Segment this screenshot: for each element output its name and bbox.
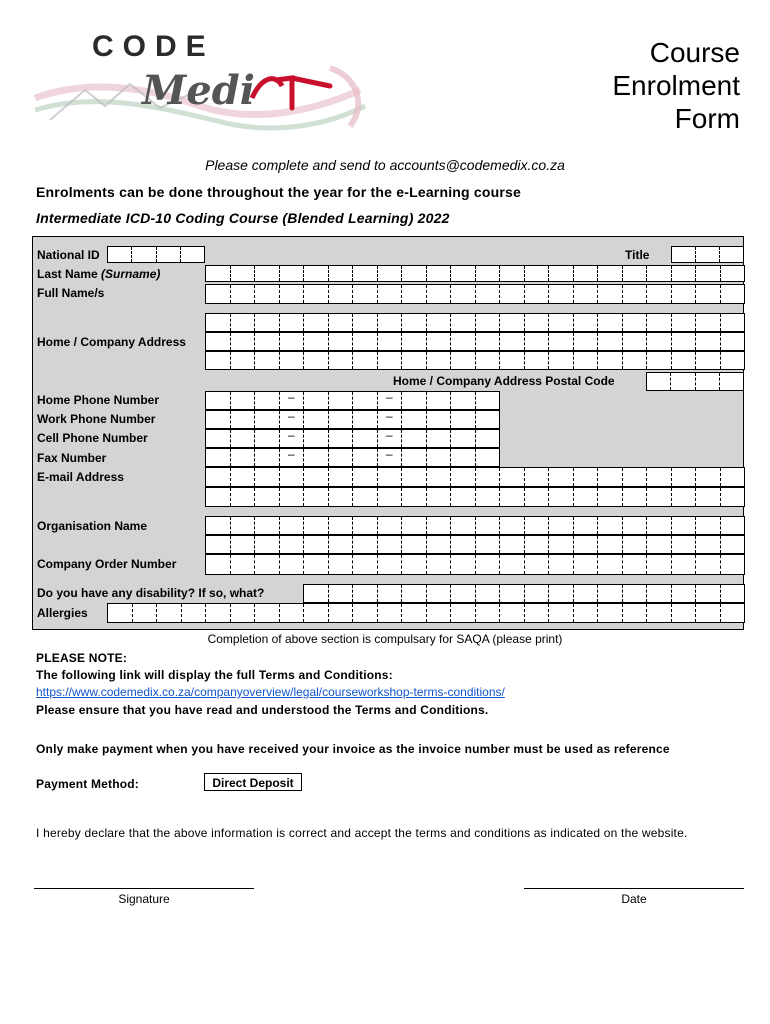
signature-line[interactable] — [34, 888, 254, 889]
national-id-label: National ID — [37, 248, 100, 262]
address-label: Home / Company Address — [37, 335, 186, 349]
allergies-input[interactable] — [107, 603, 745, 623]
home-phone-label: Home Phone Number — [37, 393, 160, 407]
last-name-label: Last Name (Surname) — [37, 267, 161, 281]
organisation-line-2[interactable] — [205, 535, 745, 554]
logo-graphic — [30, 28, 370, 156]
terms-link[interactable]: https://www.codemedix.co.za/companyoverview/legal/courseworkshop-terms-conditions/ — [36, 685, 505, 699]
terms-read-note: Please ensure that you have read and understood the Terms and Conditions. — [36, 703, 489, 717]
enrolment-heading: Enrolments can be done throughout the year for the e-Learning course — [36, 184, 521, 200]
codemedix-logo — [30, 28, 370, 156]
last-name-input[interactable] — [205, 265, 745, 282]
please-note-title: PLEASE NOTE: — [36, 651, 128, 665]
disability-label: Do you have any disability? If so, what? — [37, 586, 265, 600]
address-line-3[interactable] — [205, 351, 745, 370]
cell-phone-label: Cell Phone Number — [37, 431, 148, 445]
home-phone-input[interactable] — [205, 391, 500, 410]
logo-medi-text: Medi — [142, 67, 255, 114]
email-line-1[interactable] — [205, 467, 745, 487]
payment-note: Only make payment when you have received your invoice as the invoice number must be used as reference — [36, 742, 670, 756]
fax-input[interactable] — [205, 448, 500, 467]
compulsory-note: Completion of above section is compulsary for SAQA (please print) — [207, 632, 563, 646]
order-number-label: Company Order Number — [37, 557, 177, 571]
payment-method-label: Payment Method: — [36, 777, 140, 791]
title-line-3: Form — [674, 103, 740, 134]
payment-method-value[interactable]: Direct Deposit — [204, 773, 302, 791]
full-names-label: Full Name/s — [37, 286, 105, 300]
date-label: Date — [621, 892, 647, 906]
title-line-1: Course — [649, 37, 740, 68]
organisation-label: Organisation Name — [37, 519, 148, 533]
terms-link-intro: The following link will display the full Terms and Conditions: — [36, 668, 393, 682]
course-heading: Intermediate ICD-10 Coding Course (Blended Learning) 2022 — [36, 210, 450, 226]
work-phone-input[interactable] — [205, 410, 500, 429]
enrolment-form — [32, 236, 744, 630]
form-title — [612, 36, 740, 135]
declaration-text: I hereby declare that the above information is correct and accept the terms and conditions as indicated on the website. — [36, 826, 688, 840]
organisation-line-1[interactable] — [205, 516, 745, 535]
allergies-label: Allergies — [37, 606, 88, 620]
postal-code-input[interactable] — [646, 372, 744, 391]
cell-phone-input[interactable] — [205, 429, 500, 448]
signature-label: Signature — [118, 892, 170, 906]
full-names-input[interactable] — [205, 284, 745, 304]
address-line-2[interactable] — [205, 332, 745, 351]
address-line-1[interactable] — [205, 313, 745, 332]
work-phone-label: Work Phone Number — [37, 412, 156, 426]
title-input[interactable] — [671, 246, 744, 263]
email-line-2[interactable] — [205, 487, 745, 507]
postal-code-label: Home / Company Address Postal Code — [393, 374, 615, 388]
date-line[interactable] — [524, 888, 744, 889]
order-number-input[interactable] — [205, 554, 745, 575]
title-line-2: Enrolment — [612, 70, 740, 101]
title-label: Title — [625, 248, 650, 262]
national-id-input[interactable] — [107, 246, 205, 263]
intro-text: Please complete and send to accounts@codemedix.co.za — [205, 157, 565, 173]
logo-code-text: CODE — [92, 30, 215, 63]
email-label: E-mail Address — [37, 470, 124, 484]
disability-input[interactable] — [303, 584, 745, 603]
fax-label: Fax Number — [37, 451, 107, 465]
